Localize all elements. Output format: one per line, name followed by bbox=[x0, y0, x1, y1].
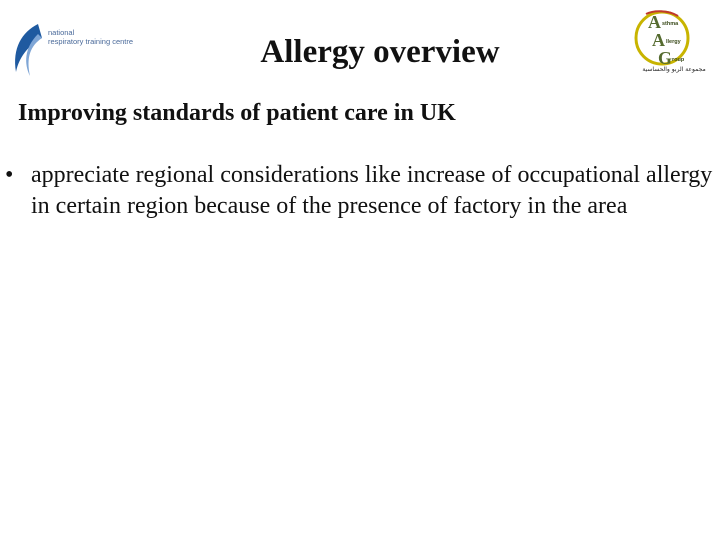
aag-letter-a2: A bbox=[652, 30, 665, 50]
aag-letter-g: G bbox=[658, 48, 673, 68]
aag-ring-icon bbox=[628, 8, 714, 68]
aag-letter-a1: A bbox=[648, 12, 661, 32]
nrtc-logo-line: respiratory training centre bbox=[48, 37, 134, 46]
aag-word-asthma: sthma bbox=[662, 21, 679, 27]
nrtc-logo-line: national bbox=[48, 28, 75, 37]
bullet-dot: • bbox=[5, 162, 14, 188]
swoosh-icon bbox=[8, 18, 48, 82]
bullet-item bbox=[0, 160, 720, 222]
slide-title: Allergy overview bbox=[260, 34, 500, 70]
bullet-text: appreciate regional considerations like increase of occupational allergy in certain region because of the presence of factory in the area bbox=[31, 162, 713, 219]
aag-arabic-text: مجموعة الربو والحساسية bbox=[642, 66, 706, 73]
aag-logo bbox=[628, 8, 714, 78]
bullet-list bbox=[0, 160, 720, 222]
nrtc-logo-text bbox=[48, 28, 133, 46]
slide-subtitle: Improving standards of patient care in UK bbox=[18, 100, 456, 126]
nrtc-logo bbox=[8, 18, 148, 82]
aag-word-group: roup bbox=[672, 57, 685, 63]
aag-word-allergy: llergy bbox=[666, 39, 681, 45]
